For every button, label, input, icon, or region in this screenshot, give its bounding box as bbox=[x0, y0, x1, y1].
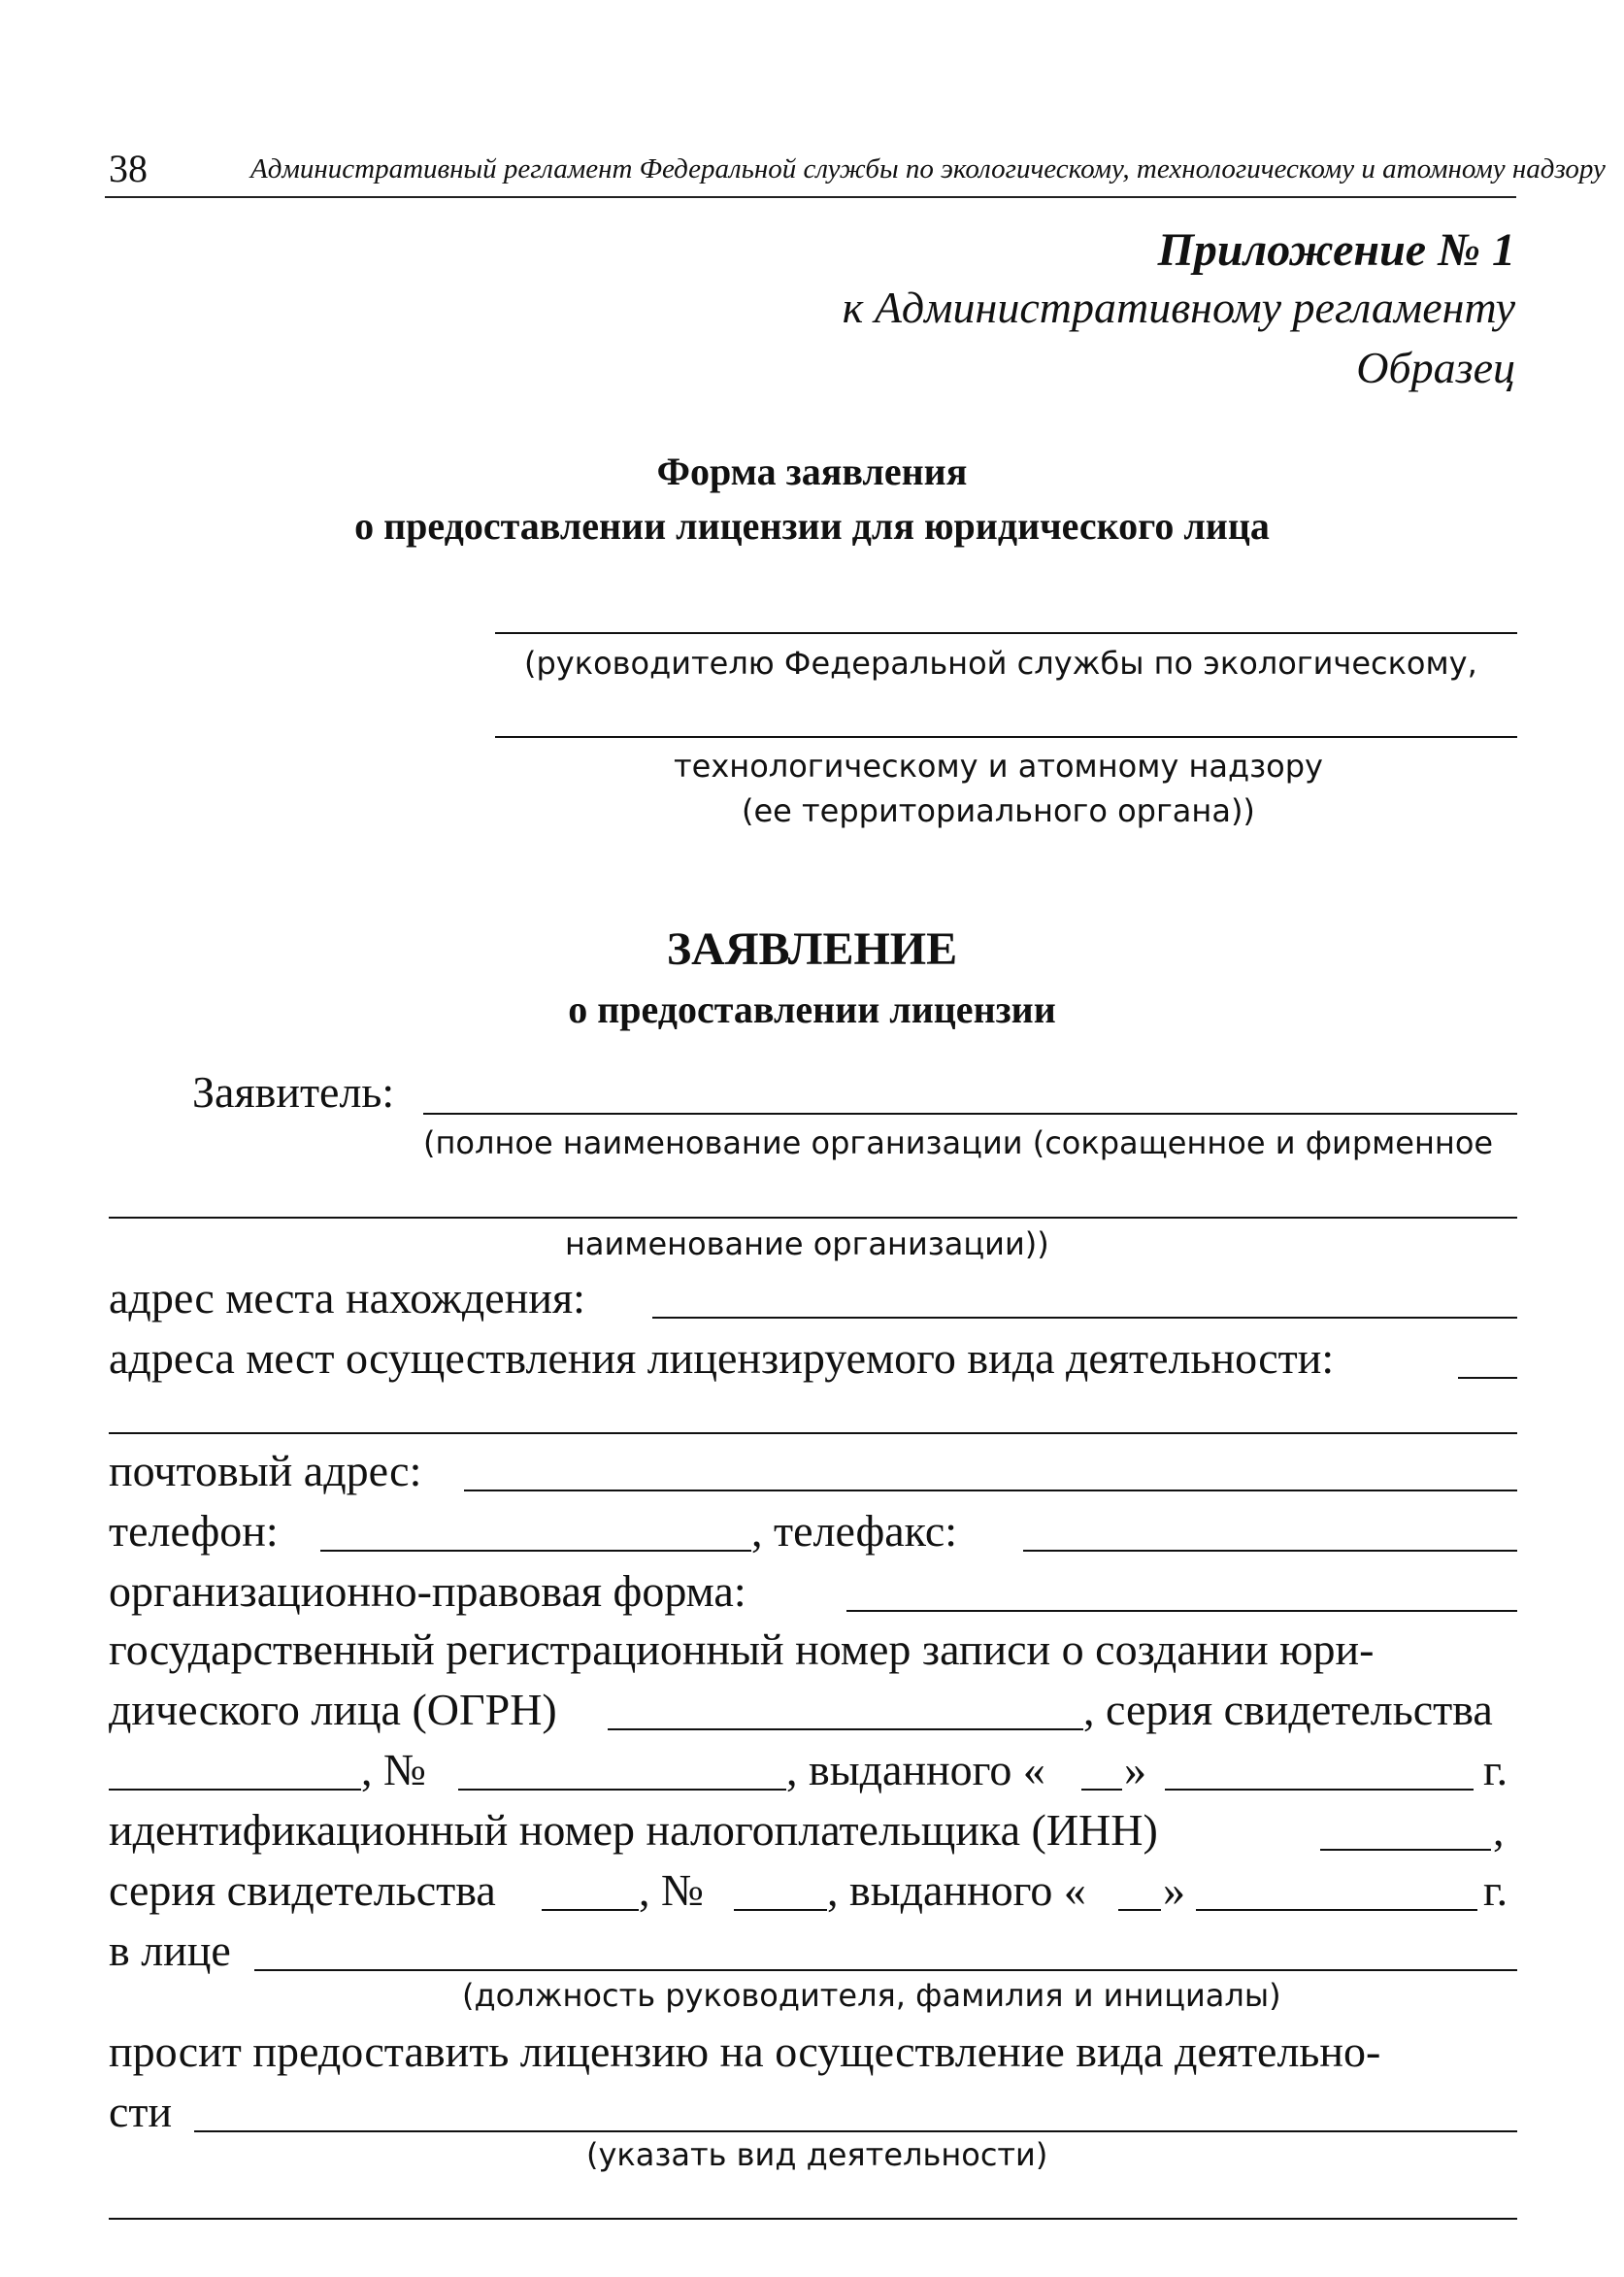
legal-form-label: организационно-правовая форма: bbox=[109, 1566, 746, 1616]
person-line bbox=[254, 1969, 1517, 1971]
postal-label: почтовый адрес: bbox=[109, 1446, 422, 1495]
cert-number-label: , № bbox=[361, 1745, 426, 1794]
application-subtitle: о предоставлении лицензии bbox=[568, 988, 1056, 1031]
cert-series-2-label: серия свидетельства bbox=[109, 1865, 496, 1915]
activity-addresses-line bbox=[109, 1432, 1517, 1434]
address-label: адрес места нахождения: bbox=[109, 1273, 585, 1323]
activity-addresses-label: адреса мест осуществления лицензируемого вида деятельности: bbox=[109, 1333, 1335, 1383]
legal-form-line bbox=[846, 1610, 1517, 1612]
form-subtitle: о предоставлении лицензии для юридического лица bbox=[354, 504, 1270, 548]
issued-date-line bbox=[1165, 1789, 1474, 1791]
year-suffix: г. bbox=[1483, 1745, 1508, 1794]
fax-label: , телефакс: bbox=[751, 1506, 958, 1556]
fax-line bbox=[1023, 1550, 1517, 1552]
ogrn-line-1: государственный регистрационный номер записи о создании юри- bbox=[109, 1624, 1375, 1674]
cert-series-line bbox=[109, 1789, 361, 1791]
applicant-caption-1: (полное наименование организации (сокращенное и фирменное bbox=[423, 1124, 1494, 1161]
activity-addresses-line-short bbox=[1458, 1377, 1517, 1379]
cert-number-line bbox=[458, 1789, 786, 1791]
phone-line bbox=[320, 1550, 751, 1552]
applicant-line-2 bbox=[109, 1217, 1517, 1219]
addressee-line-1 bbox=[495, 632, 1517, 634]
issued-label: , выданного « bbox=[786, 1745, 1045, 1794]
activity-caption: (указать вид деятельности) bbox=[586, 2136, 1048, 2173]
cert-number-2-label: , № bbox=[639, 1865, 704, 1915]
addressee-caption-1: (руководителю Федеральной службы по экологическому, bbox=[524, 645, 1477, 682]
appendix-sample: Образец bbox=[1356, 343, 1515, 392]
cert-series-label: , серия свидетельства bbox=[1083, 1685, 1493, 1734]
issued-day-line bbox=[1081, 1789, 1122, 1791]
request-line-1: просит предоставить лицензию на осуществление вида деятельно- bbox=[109, 2026, 1381, 2076]
issued-2-quote-close: » bbox=[1163, 1865, 1185, 1915]
appendix-subtitle: к Административному регламенту bbox=[842, 283, 1515, 332]
addressee-line-2 bbox=[495, 736, 1517, 738]
inn-label: идентификационный номер налогоплательщика (ИНН) bbox=[109, 1805, 1158, 1855]
addressee-caption-2: технологическому и атомному надзору bbox=[674, 748, 1323, 785]
ogrn-label: дического лица (ОГРН) bbox=[109, 1685, 557, 1734]
applicant-label: Заявитель: bbox=[192, 1067, 395, 1117]
addressee-caption-3: (ее территориального органа)) bbox=[742, 792, 1255, 829]
year-suffix-2: г. bbox=[1483, 1865, 1508, 1915]
appendix-number: Приложение № 1 bbox=[1157, 224, 1515, 276]
page-number: 38 bbox=[109, 147, 148, 190]
cert-series-2-line bbox=[542, 1909, 639, 1911]
activity-line bbox=[194, 2130, 1517, 2132]
applicant-caption-2: наименование организации)) bbox=[565, 1225, 1049, 1262]
running-title: Административный регламент Федеральной службы по экологическому, технологическому и атомному надзору bbox=[250, 153, 1606, 184]
issued-2-day-line bbox=[1118, 1909, 1161, 1911]
postal-line bbox=[464, 1490, 1517, 1491]
address-line bbox=[652, 1317, 1517, 1319]
applicant-line bbox=[423, 1113, 1517, 1115]
application-title: ЗАЯВЛЕНИЕ bbox=[666, 923, 958, 975]
header-rule bbox=[105, 196, 1516, 198]
issued-2-label: , выданного « bbox=[827, 1865, 1086, 1915]
ogrn-line bbox=[608, 1728, 1083, 1730]
issued-2-date-line bbox=[1196, 1909, 1477, 1911]
activity-line-2 bbox=[109, 2218, 1517, 2220]
form-title: Форма заявления bbox=[656, 450, 968, 493]
person-label: в лице bbox=[109, 1925, 231, 1975]
inn-line bbox=[1320, 1849, 1491, 1851]
inn-comma: , bbox=[1493, 1805, 1505, 1855]
phone-label: телефон: bbox=[109, 1506, 279, 1556]
request-line-2: сти bbox=[109, 2087, 173, 2136]
cert-number-2-line bbox=[734, 1909, 827, 1911]
issued-quote-close: » bbox=[1124, 1745, 1146, 1794]
person-caption: (должность руководителя, фамилия и инициалы) bbox=[462, 1977, 1281, 2014]
